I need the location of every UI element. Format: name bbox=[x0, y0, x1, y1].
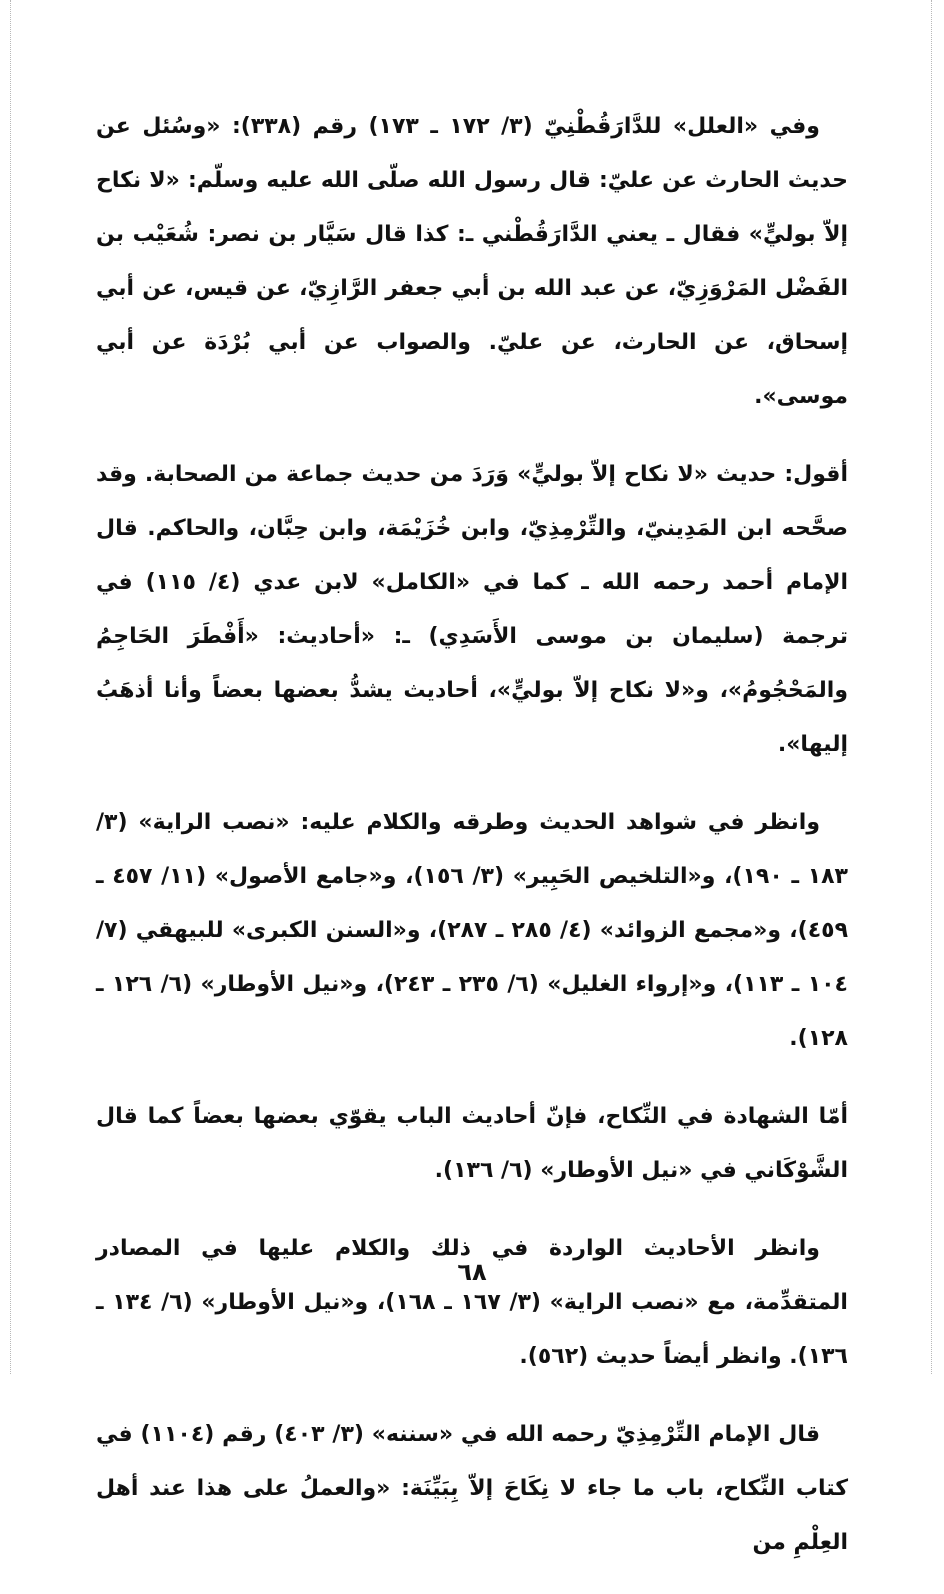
paragraph-sources-list: وانظر في شواهد الحديث وطرقه والكلام عليه: «نصب الراية» (٣/ ١٨٣ ـ ١٩٠)، و«التلخيص الحَبِير» (٣/ ١٥٦)، و«جامع الأصول» (١١/ ٤٥٧ ـ ٤٥٩)، و«مجمع الزوائد» (٤/ ٢٨٥ ـ ٢٨٧)، و«السنن الكبرى» للبيهقي (٧/ ١٠٤ ـ ١١٣)، و«إرواء الغليل» (٦/ ٢٣٥ ـ ٢٤٣)، و«نيل الأوطار» (٦/ ١٢٦ ـ ١٢٨). bbox=[96, 810, 849, 1051]
paragraph-ilal-citation: وفي «العلل» للدَّارَقُطْنِيّ (٣/ ١٧٢ ـ ١٧٣) رقم (٣٣٨): «وسُئل عن حديث الحارث عن عليّ: قال رسول الله صلّى الله عليه وسلّم: «لا نكاح إلاّ بوليٍّ» فقال ـ يعني الدَّارَقُطْني ـ: كذا قال سَيَّار بن نصر: شُعَيْب بن الفَضْل المَرْوَزِيّ، عن عبد الله بن أبي جعفر الرَّازِيّ، عن قيس، عن أبي إسحاق، عن الحارث، عن عليّ. والصواب عن أبي بُرْدَة عن أبي موسى». bbox=[96, 114, 848, 409]
right-page-edge bbox=[931, 0, 932, 1374]
paragraph-tirmidhi-quote: قال الإمام التِّرْمِذِيّ رحمه الله في «سننه» (٣/ ٤٠٣) رقم (١١٠٤) في كتاب النِّكاح، باب ما جاء لا نِكَاحَ إلاّ بِبَيِّنَة: «والعملُ على هذا عند أهل العِلْمِ من bbox=[96, 1422, 848, 1555]
paragraph-testimony: أمّا الشهادة في النِّكاح، فإنّ أحاديث الباب يقوّي بعضها بعضاً كما قال الشَّوْكَاني في «نيل الأوطار» (٦/ ١٣٦). bbox=[96, 1104, 848, 1183]
paragraph-further-references: وانظر الأحاديث الواردة في ذلك والكلام عليها في المصادر المتقدِّمة، مع «نصب الراية» (٣/ ١٦٧ ـ ١٦٨)، و«نيل الأوطار» (٦/ ١٣٤ ـ ١٣٦). وانظر أيضاً حديث (٥٦٢). bbox=[96, 1236, 848, 1369]
page-number: ٦٨ bbox=[457, 1258, 487, 1286]
left-page-edge bbox=[10, 0, 11, 1374]
paragraph-la-nikah-hadith: أقول: حديث «لا نكاح إلاّ بوليٍّ» وَرَدَ من حديث جماعة من الصحابة. وقد صحَّحه ابن المَدِينيّ، والتِّرْمِذِيّ، وابن خُزَيْمَة، وابن حِبَّان، والحاكم. قال الإمام أحمد رحمه الله ـ كما في «الكامل» لابن عدي (٤/ ١١٥) في ترجمة (سليمان بن موسى الأَسَدِي) ـ: «أحاديث: «أَفْطَرَ الحَاجِمُ والمَحْجُومُ»، و«لا نكاح إلاّ بوليٍّ»، أحاديث يشدُّ بعضها بعضاً وأنا أذهَبُ إليها». bbox=[96, 462, 848, 757]
page-body-text bbox=[96, 100, 848, 1594]
